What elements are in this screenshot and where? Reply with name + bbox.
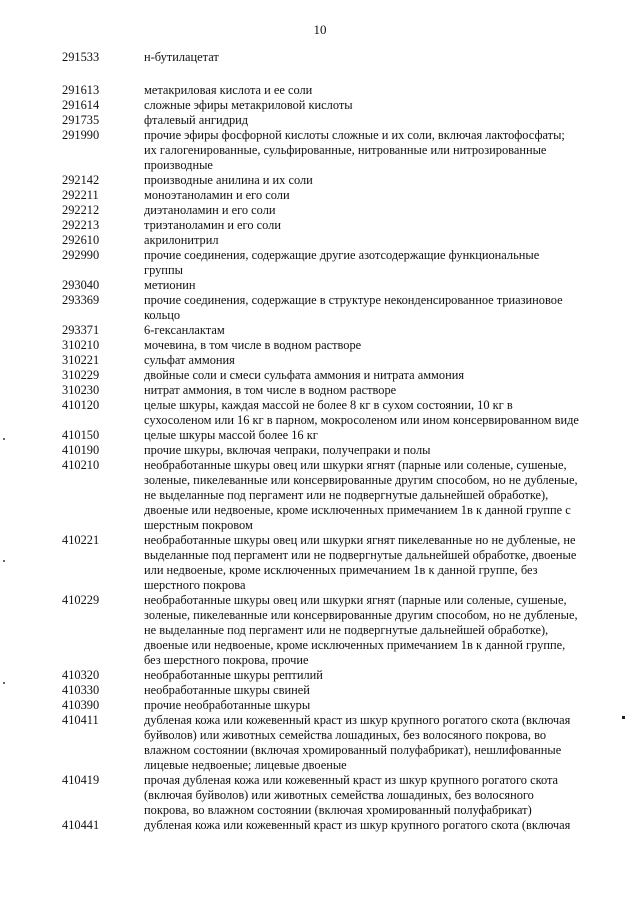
list-item xyxy=(62,368,640,383)
item-description xyxy=(144,818,640,833)
description-line: лицевые недвоеные; лицевые двоеные xyxy=(144,758,347,772)
description-line: необработанные шкуры овец или шкурки ягнят (парные или соленые, сушеные, xyxy=(144,458,567,472)
description-line: не выделанные под пергамент или не подвергнутые дальнейшей обработке), xyxy=(144,623,549,637)
item-code: 410419 xyxy=(62,773,100,787)
list-item xyxy=(62,218,640,233)
list-item xyxy=(62,293,640,323)
item-code: 410120 xyxy=(62,398,100,412)
description-line: без шерстного покрова, прочие xyxy=(144,653,309,667)
list-item xyxy=(62,683,640,698)
description-line: шерстного покрова xyxy=(144,578,246,592)
item-code: 292610 xyxy=(62,233,100,247)
item-description xyxy=(144,98,640,113)
description-line: прочие соединения, содержащие в структуре неконденсированное триазиновое xyxy=(144,293,563,307)
item-code: 292142 xyxy=(62,173,100,187)
item-code: 410411 xyxy=(62,713,99,727)
description-line: метакриловая кислота и ее соли xyxy=(144,83,313,97)
description-line: целые шкуры, каждая массой не более 8 кг в сухом состоянии, 10 кг в xyxy=(144,398,513,412)
item-description xyxy=(144,698,640,713)
item-description xyxy=(144,173,640,188)
description-line: 6-гексанлактам xyxy=(144,323,225,337)
description-line: дубленая кожа или кожевенный краст из шкур крупного рогатого скота (включая xyxy=(144,713,571,727)
description-line: целые шкуры массой более 16 кг xyxy=(144,428,318,442)
item-description xyxy=(144,593,640,668)
description-line: их галогенированные, сульфированные, нитрованные или нитрозированные xyxy=(144,143,547,157)
item-description xyxy=(144,383,640,398)
item-description xyxy=(144,218,640,233)
description-line: кольцо xyxy=(144,308,181,322)
list-item xyxy=(62,383,640,398)
item-description xyxy=(144,683,640,698)
description-line: или недвоеные, кроме исключенных примечанием 1в к данной группе, без xyxy=(144,563,538,577)
description-line: не выделанные под пергамент или не подвергнутые дальнейшей обработке), xyxy=(144,488,549,502)
item-description xyxy=(144,128,640,173)
description-line: двоеные или недвоеные, кроме исключенных примечанием 1в к данной группе с xyxy=(144,503,571,517)
description-line: производные анилина и их соли xyxy=(144,173,313,187)
item-code: 410330 xyxy=(62,683,100,697)
list-item xyxy=(62,278,640,293)
description-line: н-бутилацетат xyxy=(144,50,219,64)
item-code: 291990 xyxy=(62,128,100,142)
item-description xyxy=(144,428,640,443)
list-item xyxy=(62,233,640,248)
description-line: прочие соединения, содержащие другие азотсодержащие функциональные xyxy=(144,248,540,262)
item-code: 410390 xyxy=(62,698,100,712)
item-code: 292213 xyxy=(62,218,100,232)
item-code: 410210 xyxy=(62,458,100,472)
item-description xyxy=(144,233,640,248)
item-code: 292990 xyxy=(62,248,100,262)
description-line: покрова, во влажном состоянии (включая хромированный полуфабрикат) xyxy=(144,803,532,817)
item-description xyxy=(144,83,640,98)
list-item xyxy=(62,50,640,65)
item-description xyxy=(144,248,640,278)
list-item xyxy=(62,593,640,668)
item-code: 293369 xyxy=(62,293,100,307)
item-description xyxy=(144,398,640,428)
list-item xyxy=(62,248,640,278)
description-line: (включая буйволов) или животных семейства лошадиных, без волосяного xyxy=(144,788,534,802)
item-description xyxy=(144,293,640,323)
item-description xyxy=(144,443,640,458)
description-line: влажном состоянии (включая хромированный полуфабрикат), нешлифованные xyxy=(144,743,562,757)
description-line: прочие необработанные шкуры xyxy=(144,698,311,712)
description-line: триэтаноламин и его соли xyxy=(144,218,281,232)
description-line: двойные соли и смеси сульфата аммония и нитрата аммония xyxy=(144,368,465,382)
item-description xyxy=(144,353,640,368)
item-description xyxy=(144,368,640,383)
description-line: сульфат аммония xyxy=(144,353,235,367)
description-line: мочевина, в том числе в водном растворе xyxy=(144,338,362,352)
item-description xyxy=(144,668,640,683)
description-line: моноэтаноламин и его соли xyxy=(144,188,290,202)
description-line: шерстным покровом xyxy=(144,518,253,532)
description-line: диэтаноламин и его соли xyxy=(144,203,276,217)
scan-speck xyxy=(622,716,625,719)
list-item xyxy=(62,338,640,353)
item-description xyxy=(144,50,640,65)
item-code: 293371 xyxy=(62,323,100,337)
list-item xyxy=(62,398,640,428)
item-description xyxy=(144,338,640,353)
item-code: 293040 xyxy=(62,278,100,292)
scan-speck xyxy=(3,438,5,440)
list-item xyxy=(62,713,640,773)
item-description xyxy=(144,113,640,128)
description-line: выделанные под пергамент или не подвергнутые дальнейшей обработке, двоеные xyxy=(144,548,577,562)
list-item xyxy=(62,698,640,713)
list-item xyxy=(62,353,640,368)
description-line: дубленая кожа или кожевенный краст из шкур крупного рогатого скота (включая xyxy=(144,818,571,832)
item-code: 410320 xyxy=(62,668,100,682)
list-item xyxy=(62,458,640,533)
list-item xyxy=(62,443,640,458)
item-code: 291613 xyxy=(62,83,100,97)
item-code: 291614 xyxy=(62,98,100,112)
description-line: прочая дубленая кожа или кожевенный краст из шкур крупного рогатого скота xyxy=(144,773,559,787)
list-item xyxy=(62,818,640,833)
description-line: золеные, пикелеванные или консервированные другим способом, но не дубленые, xyxy=(144,608,578,622)
description-line: прочие шкуры, включая чепраки, получепраки и полы xyxy=(144,443,431,457)
item-description xyxy=(144,188,640,203)
page-number: 10 xyxy=(313,22,327,37)
description-line: золеные, пикелеванные или консервированные другим способом, но не дубленые, xyxy=(144,473,578,487)
description-line: сухосоленом или 16 кг в парном, мокросоленом или ином консервированном виде xyxy=(144,413,579,427)
item-code: 310210 xyxy=(62,338,100,352)
description-line: группы xyxy=(144,263,183,277)
description-line: прочие эфиры фосфорной кислоты сложные и их соли, включая лактофосфаты; xyxy=(144,128,565,142)
description-line: фталевый ангидрид xyxy=(144,113,249,127)
list-item xyxy=(62,188,640,203)
item-code: 410229 xyxy=(62,593,100,607)
list-item xyxy=(62,533,640,593)
item-code: 410441 xyxy=(62,818,100,832)
item-description xyxy=(144,203,640,218)
item-code: 292211 xyxy=(62,188,99,202)
description-line: необработанные шкуры овец или шкурки ягнят (парные или соленые, сушеные, xyxy=(144,593,567,607)
item-code: 292212 xyxy=(62,203,100,217)
code-list xyxy=(62,50,640,833)
description-line: необработанные шкуры овец или шкурки ягнят пикелеванные но не дубленые, не xyxy=(144,533,576,547)
item-code: 291735 xyxy=(62,113,100,127)
description-line: метионин xyxy=(144,278,196,292)
list-item xyxy=(62,173,640,188)
item-description xyxy=(144,458,640,533)
item-code: 410221 xyxy=(62,533,100,547)
description-line: необработанные шкуры рептилий xyxy=(144,668,323,682)
item-code: 310230 xyxy=(62,383,100,397)
description-line: буйволов) или животных семейства лошадиных, без волосяного покрова, во xyxy=(144,728,547,742)
item-code: 310221 xyxy=(62,353,100,367)
item-description xyxy=(144,323,640,338)
list-item xyxy=(62,113,640,128)
scan-speck xyxy=(3,560,5,562)
item-description xyxy=(144,713,640,773)
list-item xyxy=(62,428,640,443)
list-item xyxy=(62,773,640,818)
item-description xyxy=(144,773,640,818)
description-line: необработанные шкуры свиней xyxy=(144,683,310,697)
item-description xyxy=(144,533,640,593)
scan-speck xyxy=(3,682,5,684)
list-item xyxy=(62,83,640,98)
description-line: сложные эфиры метакриловой кислоты xyxy=(144,98,353,112)
list-item xyxy=(62,98,640,113)
description-line: двоеные или недвоеные, кроме исключенных примечанием 1в к данной группе, xyxy=(144,638,566,652)
description-line: акрилонитрил xyxy=(144,233,219,247)
list-item xyxy=(62,668,640,683)
description-line: нитрат аммония, в том числе в водном растворе xyxy=(144,383,397,397)
description-line: производные xyxy=(144,158,213,172)
item-code: 410190 xyxy=(62,443,100,457)
item-code: 310229 xyxy=(62,368,100,382)
list-item xyxy=(62,323,640,338)
list-item xyxy=(62,128,640,173)
item-code: 291533 xyxy=(62,50,100,64)
item-description xyxy=(144,278,640,293)
list-item xyxy=(62,203,640,218)
item-code: 410150 xyxy=(62,428,100,442)
